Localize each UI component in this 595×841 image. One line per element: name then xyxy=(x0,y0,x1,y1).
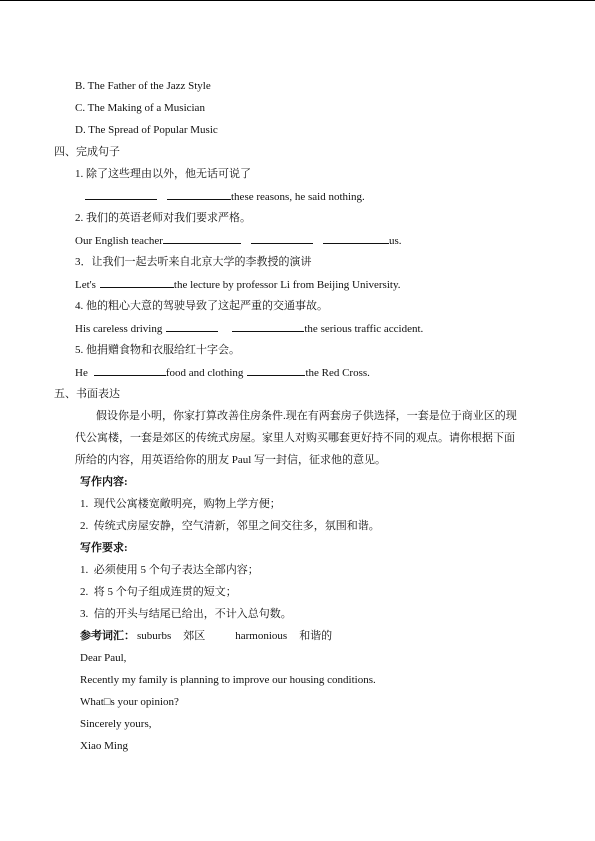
vocab-word: harmonious xyxy=(235,630,288,642)
blank xyxy=(323,233,389,244)
requirement-3: 3. 信的开头与结尾已给出，不计入总句数。 xyxy=(80,608,292,620)
item-5-en-tail: the Red Cross. xyxy=(305,367,370,379)
blank xyxy=(166,321,218,332)
page-top-rule xyxy=(0,0,595,1)
item-4-en-tail: the serious traffic accident. xyxy=(304,323,424,335)
letter-signature: Xiao Ming xyxy=(80,740,128,752)
letter-opening: Recently my family is planning to improve our housing conditions. xyxy=(80,674,376,686)
blank xyxy=(232,321,304,332)
vocab-word: suburbs xyxy=(137,630,172,642)
vocab-line xyxy=(80,629,332,643)
option-c: C. The Making of a Musician xyxy=(75,102,205,114)
prompt-line-2: 代公寓楼，一套是郊区的传统式房屋。家里人对购买哪套更好持不同的观点。请你根据下面 xyxy=(75,432,515,444)
content-title: 写作内容: xyxy=(80,476,128,488)
item-3-cn: 3．让我们一起去听来自北京大学的李教授的演讲 xyxy=(75,256,312,268)
item-3-en-head: Let's xyxy=(75,279,96,291)
item-2-cn: 2. 我们的英语老师对我们要求严格。 xyxy=(75,212,251,224)
vocab-meaning: 和谐的 xyxy=(299,630,333,642)
item-5-en-mid: food and clothing xyxy=(165,367,244,379)
blank xyxy=(85,189,157,200)
vocab-label: 参考词汇： xyxy=(80,630,135,642)
item-1-en xyxy=(85,189,365,204)
option-d: D. The Spread of Popular Music xyxy=(75,124,218,136)
prompt-line-3: 所给的内容，用英语给你的朋友 Paul 写一封信，征求他的意见。 xyxy=(75,454,387,466)
item-5-en-head: He xyxy=(75,367,88,379)
item-4-cn: 4. 他的粗心大意的驾驶导致了这起严重的交通事故。 xyxy=(75,300,328,312)
item-5-cn: 5. 他捐赠食物和衣服给红十字会。 xyxy=(75,344,240,356)
item-3-en xyxy=(75,277,401,292)
blank xyxy=(247,365,305,376)
requirements-title: 写作要求: xyxy=(80,542,128,554)
blank xyxy=(100,277,174,288)
blank xyxy=(167,189,231,200)
item-1-cn: 1. 除了这些理由以外，他无话可说了 xyxy=(75,168,251,180)
content-item-1: 1. 现代公寓楼宽敞明亮，购物上学方便； xyxy=(80,498,281,510)
item-4-en-head: His careless driving xyxy=(75,323,163,335)
requirement-2: 2. 将 5 个句子组成连贯的短文； xyxy=(80,586,237,598)
content-item-2: 2. 传统式房屋安静，空气清新，邻里之间交往多，氛围和谐。 xyxy=(80,520,380,532)
section-5-heading: 五、书面表达 xyxy=(54,388,120,400)
requirement-1: 1. 必须使用 5 个句子表达全部内容； xyxy=(80,564,259,576)
item-2-en xyxy=(75,233,402,248)
section-4-heading: 四、完成句子 xyxy=(54,146,120,158)
item-1-en-tail: these reasons, he said nothing. xyxy=(231,191,365,203)
option-b: B. The Father of the Jazz Style xyxy=(75,80,211,92)
blank xyxy=(251,233,313,244)
item-2-en-head: Our English teacher xyxy=(75,235,163,247)
item-2-en-tail: us. xyxy=(388,235,402,247)
prompt-line-1: 假设你是小明，你家打算改善住房条件.现在有两套房子供选择，一套是位于商业区的现 xyxy=(96,410,517,422)
item-4-en xyxy=(75,321,423,336)
vocab-meaning: 郊区 xyxy=(183,630,206,642)
item-5-en xyxy=(75,365,370,380)
blank xyxy=(94,365,166,376)
letter-greeting: Dear Paul, xyxy=(80,652,127,664)
letter-closing: Sincerely yours, xyxy=(80,718,152,730)
blank xyxy=(163,233,241,244)
letter-question: What□s your opinion? xyxy=(80,696,179,708)
item-3-en-tail: the lecture by professor Li from Beijing University. xyxy=(173,279,401,291)
